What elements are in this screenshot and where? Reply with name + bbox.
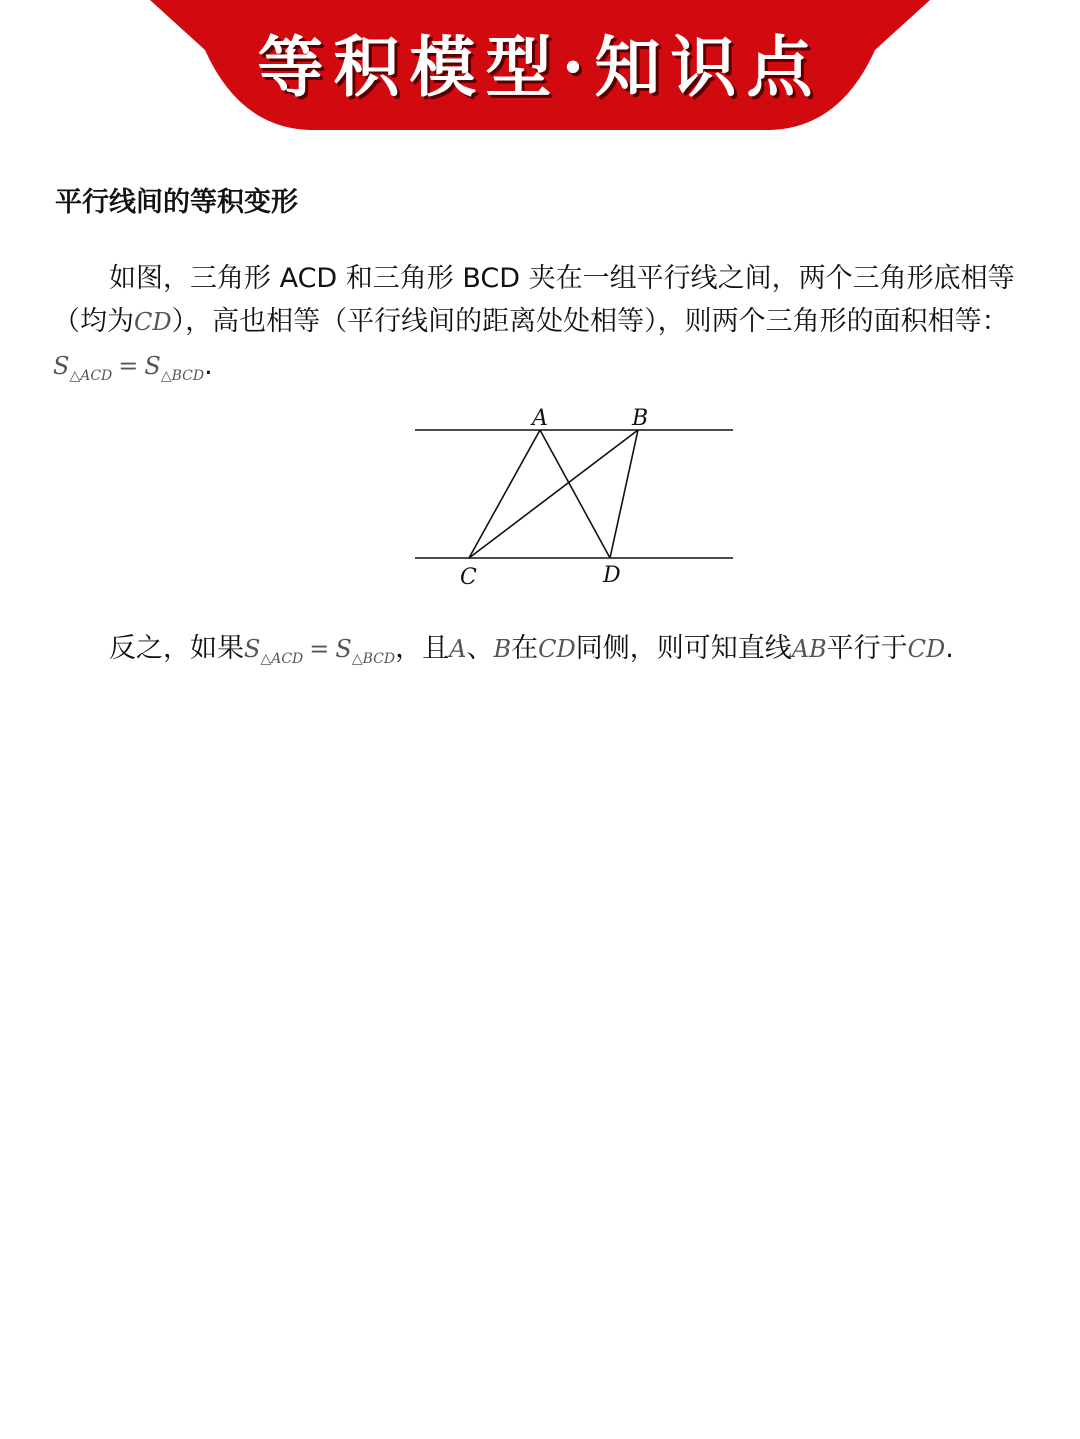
period: . bbox=[945, 633, 954, 664]
segment-bc bbox=[469, 430, 638, 558]
math-subscript: △BCD bbox=[160, 367, 205, 384]
text: 平行于 bbox=[826, 633, 908, 664]
paragraph-definition bbox=[53, 257, 1038, 398]
math-subscript: △ACD bbox=[260, 650, 304, 667]
point-label-d: D bbox=[603, 563, 621, 588]
area-equation bbox=[53, 352, 205, 384]
point-label-c: C bbox=[460, 565, 477, 590]
math-s: S bbox=[335, 635, 352, 663]
text: 、 bbox=[466, 633, 494, 664]
period: . bbox=[204, 350, 213, 381]
text: 在 bbox=[511, 633, 539, 664]
math-cd: CD bbox=[907, 635, 946, 663]
math-equals: = bbox=[118, 352, 139, 380]
text: 反之，如果 bbox=[109, 633, 244, 664]
math-cd: CD bbox=[538, 635, 576, 663]
math-subscript: △BCD bbox=[351, 650, 396, 667]
point-label-a: A bbox=[532, 406, 548, 431]
text: 同侧，则可知直线 bbox=[575, 633, 792, 664]
area-equation bbox=[244, 635, 396, 667]
segment-ad bbox=[540, 430, 610, 558]
math-s: S bbox=[244, 635, 261, 663]
section-heading: 平行线间的等积变形 bbox=[55, 187, 298, 218]
text: 如图，三角形 ACD 和三角形 BCD 夹在一组平行线之间，两个三角形底相等（均为 bbox=[53, 263, 1015, 337]
text: ），高也相等（平行线间的距离处处相等），则两个三角形的面积相等： bbox=[171, 306, 1009, 337]
math-a: A bbox=[449, 635, 467, 663]
math-cd: CD bbox=[134, 308, 172, 336]
math-subscript: △ACD bbox=[69, 367, 113, 384]
parallel-lines-figure bbox=[410, 405, 740, 590]
math-s: S bbox=[144, 352, 161, 380]
point-label-b: B bbox=[632, 406, 649, 431]
text: ，且 bbox=[395, 633, 450, 664]
segment-bd bbox=[610, 430, 638, 558]
math-b: B bbox=[493, 635, 512, 663]
math-equals: = bbox=[309, 635, 330, 663]
math-ab: AB bbox=[791, 635, 827, 663]
segment-ac bbox=[469, 430, 540, 558]
paragraph-converse bbox=[109, 627, 1039, 681]
banner-title: 等积模型·知识点 bbox=[257, 28, 823, 106]
math-s: S bbox=[53, 352, 70, 380]
